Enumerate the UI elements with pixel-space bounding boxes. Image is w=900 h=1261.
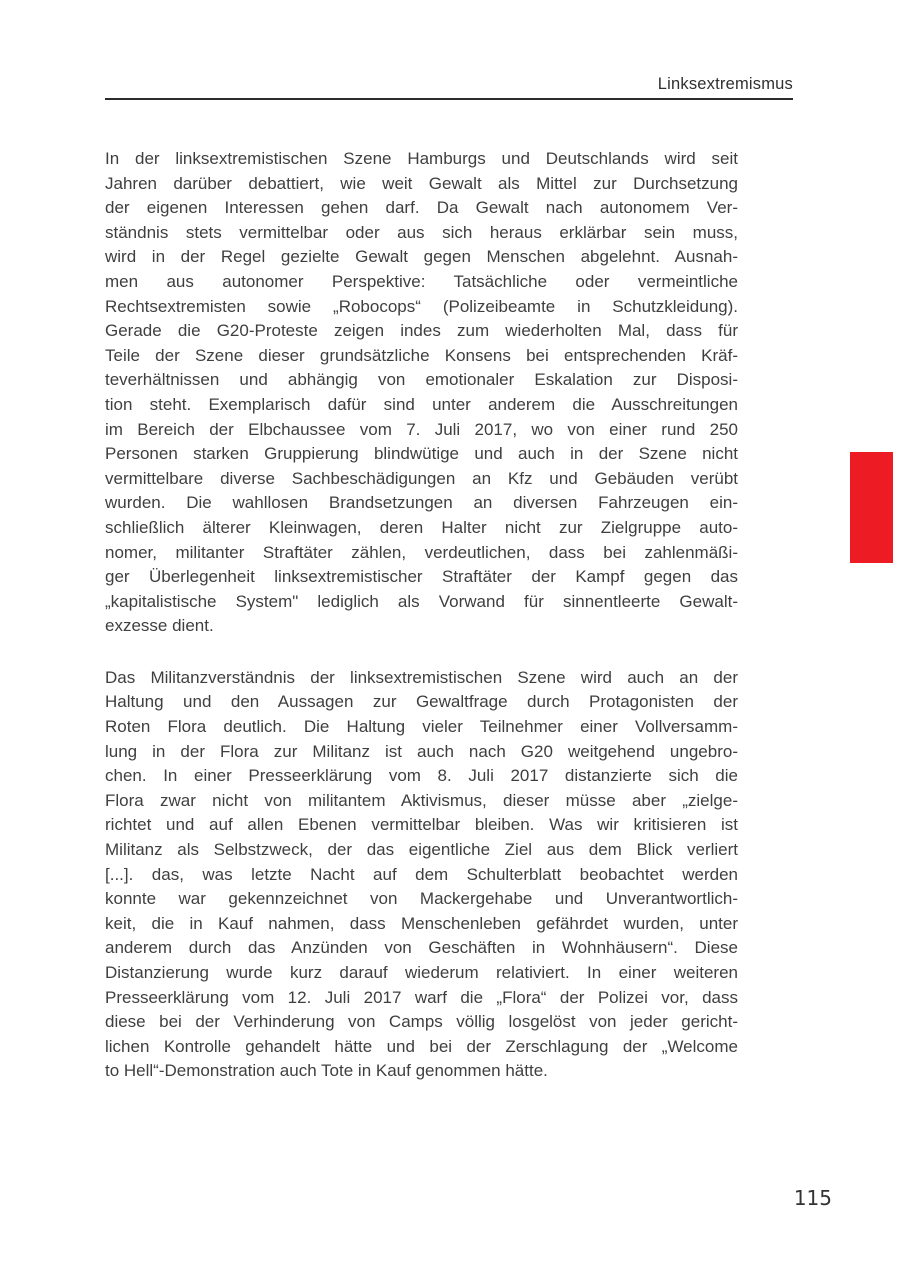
text-line: Teile der Szene dieser grundsätzliche Konsens bei entsprechenden Kräf-: [105, 345, 738, 365]
text-line: vermittelbare diverse Sachbeschädigungen an Kfz und Gebäuden verübt: [105, 468, 738, 488]
text-line: lung in der Flora zur Militanz ist auch nach G20 weitgehend ungebro-: [105, 741, 738, 761]
page-number: 115: [793, 1186, 832, 1210]
text-line: to Hell“-Demonstration auch Tote in Kauf genommen hätte.: [105, 1061, 548, 1081]
text-line: tion steht. Exemplarisch dafür sind unter anderem die Ausschreitungen: [105, 394, 738, 414]
text-line: der eigenen Interessen gehen darf. Da Gewalt nach autonomem Ver-: [105, 198, 738, 218]
text-line: Personen starken Gruppierung blindwütige und auch in der Szene nicht: [105, 444, 738, 464]
text-line: richtet und auf allen Ebenen vermittelbar bleiben. Was wir kritisieren ist: [105, 815, 738, 835]
text-line: Flora zwar nicht von militantem Aktivismus, dieser müsse aber „zielge-: [105, 790, 738, 810]
text-line: chen. In einer Presseerklärung vom 8. Juli 2017 distanzierte sich die: [105, 766, 738, 786]
text-line: Roten Flora deutlich. Die Haltung vieler Teilnehmer einer Vollversamm-: [105, 717, 738, 737]
text-line: [...]. das, was letzte Nacht auf dem Schulterblatt beobachtet werden: [105, 864, 738, 884]
paragraph-1: [105, 147, 738, 639]
body-text: [105, 147, 738, 1111]
text-line: Gerade die G20-Proteste zeigen indes zum wiederholten Mal, dass für: [105, 321, 738, 341]
chapter-tab-marker: [850, 452, 893, 563]
text-line: exzesse dient.: [105, 616, 214, 636]
text-line: schließlich älterer Kleinwagen, deren Halter nicht zur Zielgruppe auto-: [105, 517, 738, 537]
text-line: wird in der Regel gezielte Gewalt gegen Menschen abgelehnt. Ausnah-: [105, 247, 738, 267]
text-line: Haltung und den Aussagen zur Gewaltfrage durch Protagonisten der: [105, 692, 738, 712]
text-line: ständnis stets vermittelbar oder aus sich heraus erklärbar sein muss,: [105, 222, 738, 242]
running-header-title: Linksextremismus: [657, 75, 793, 93]
text-line: keit, die in Kauf nahmen, dass Menschenleben gefährdet wurden, unter: [105, 913, 738, 933]
text-line: In der linksextremistischen Szene Hamburgs und Deutschlands wird seit: [105, 149, 738, 168]
text-line: men aus autonomer Perspektive: Tatsächliche oder vermeintliche: [105, 271, 738, 291]
text-line: Presseerklärung vom 12. Juli 2017 warf die „Flora“ der Polizei vor, dass: [105, 987, 738, 1007]
text-line: teverhältnissen und abhängig von emotionaler Eskalation zur Disposi-: [105, 370, 738, 390]
text-line: wurden. Die wahllosen Brandsetzungen an diversen Fahrzeugen ein-: [105, 493, 738, 513]
text-line: „kapitalistische System" lediglich als Vorwand für sinnentleerte Gewalt-: [105, 591, 738, 611]
text-line: lichen Kontrolle gehandelt hätte und bei der Zerschlagung der „Welcome: [105, 1036, 738, 1056]
text-line: Distanzierung wurde kurz darauf wiederum relativiert. In einer weiteren: [105, 963, 738, 982]
text-line: ger Überlegenheit linksextremistischer Straftäter der Kampf gegen das: [105, 567, 738, 587]
text-line: nomer, militanter Straftäter zählen, verdeutlichen, dass bei zahlenmäßi-: [105, 542, 738, 562]
header-rule: [105, 98, 793, 100]
text-line: Rechtsextremisten sowie „Robocops“ (Polizeibeamte in Schutzkleidung).: [105, 296, 738, 316]
text-line: konnte war gekennzeichnet von Mackergehabe und Unverantwortlich-: [105, 889, 738, 909]
text-line: Das Militanzverständnis der linksextremistischen Szene wird auch an der: [105, 667, 738, 687]
text-line: anderem durch das Anzünden von Geschäften in Wohnhäusern“. Diese: [105, 938, 738, 958]
text-line: Militanz als Selbstzweck, der das eigentliche Ziel aus dem Blick verliert: [105, 840, 738, 860]
paragraph-2: [105, 666, 738, 1084]
text-line: im Bereich der Elbchaussee vom 7. Juli 2017, wo von einer rund 250: [105, 419, 738, 439]
text-line: Jahren darüber debattiert, wie weit Gewalt als Mittel zur Durchsetzung: [105, 173, 738, 193]
text-line: diese bei der Verhinderung von Camps völlig losgelöst von jeder gericht-: [105, 1012, 738, 1032]
